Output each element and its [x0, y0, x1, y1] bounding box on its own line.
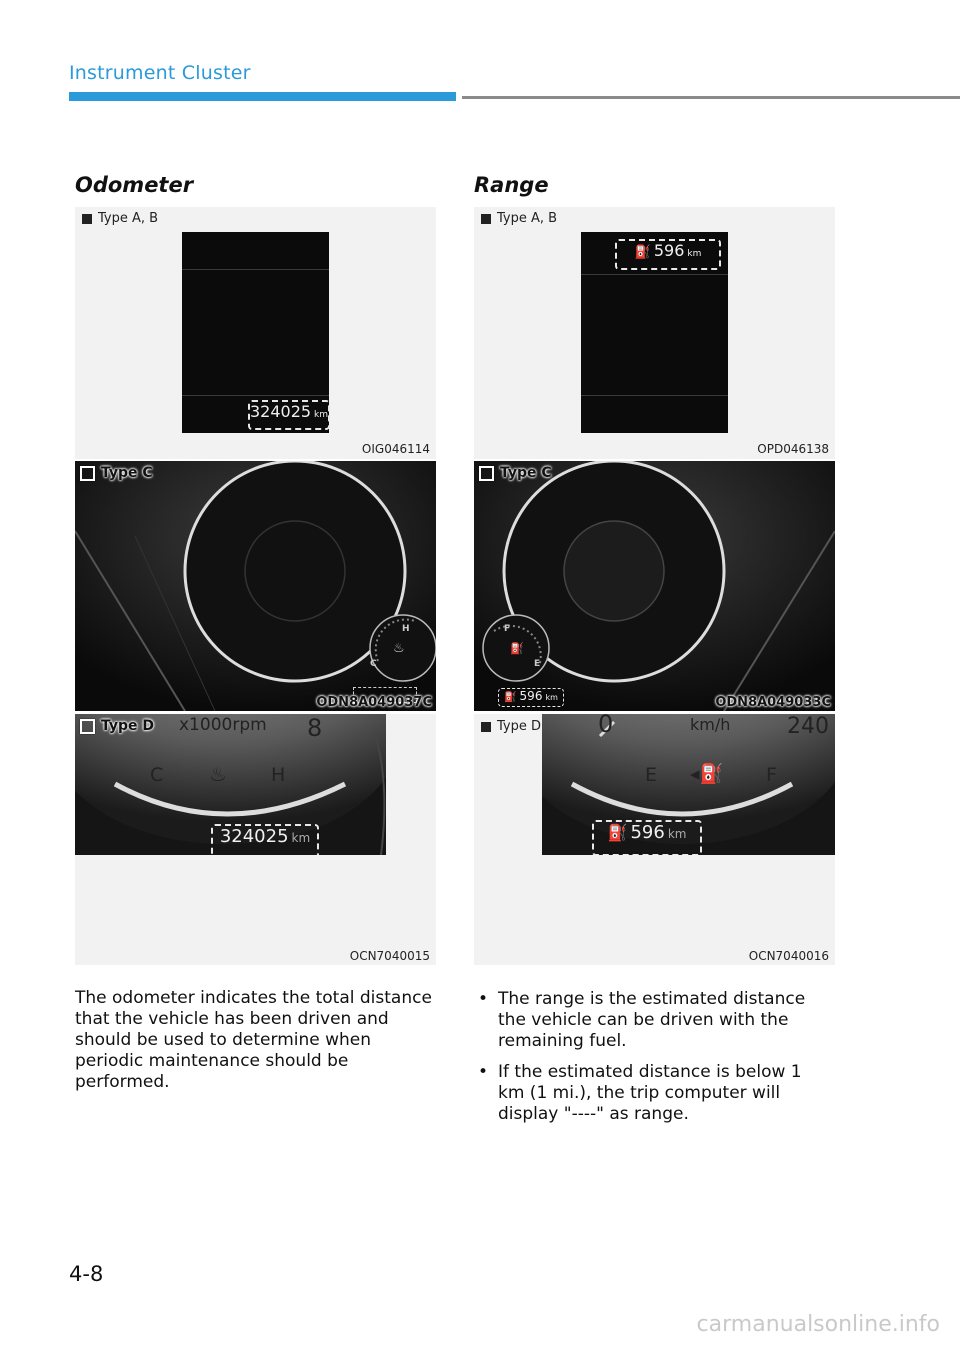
rpm-max-number: 8	[307, 714, 323, 742]
odometer-type-ab-label	[82, 211, 158, 226]
header-rule	[462, 96, 960, 99]
hollow-square-icon	[479, 466, 494, 481]
rpm-unit-label: x1000rpm	[179, 715, 267, 735]
odometer-heading: Odometer	[75, 173, 194, 197]
hollow-square-icon	[80, 719, 95, 734]
coolant-temp-icon: ♨	[209, 762, 227, 786]
lcd-divider-bottom	[182, 395, 329, 396]
fuel-empty-label: E	[645, 764, 658, 786]
range-reading-box	[498, 688, 564, 707]
odometer-type-d-label	[80, 718, 154, 734]
range-reading: 596	[519, 689, 543, 703]
fuel-pump-icon: ⛽	[504, 692, 517, 703]
range-lcd-screen	[581, 232, 728, 433]
odometer-reading: 324025	[249, 402, 312, 421]
odometer-reading: 324025	[219, 826, 289, 847]
fuel-pump-icon: ◂⛽	[690, 763, 724, 785]
odometer-description: The odometer indicates the total distance that the vehicle has been driven and should be used to determine when periodic maintenance should be performed.	[75, 988, 432, 1092]
square-bullet-icon	[82, 214, 92, 224]
square-bullet-icon	[481, 722, 491, 732]
odometer-reading-box	[211, 824, 319, 855]
figure-code: OCN7040015	[349, 949, 430, 963]
range-reading-box	[592, 820, 702, 855]
range-reading-box	[615, 239, 721, 270]
page-number: 4-8	[69, 1262, 104, 1286]
figure-code: ODN8A049037C	[316, 695, 432, 710]
fuel-pump-icon: ⛽	[634, 245, 651, 260]
speed-unit-label: km/h	[690, 715, 731, 734]
temp-cold-label: C	[370, 659, 377, 669]
coolant-temp-icon: ♨	[393, 641, 405, 656]
speed-min-number: 0	[598, 714, 614, 738]
range-bullet-item: • The range is the estimated distance the vehicle can be driven with the remaining fuel.	[474, 989, 819, 1052]
square-bullet-icon	[481, 214, 491, 224]
odometer-lcd-screen	[182, 232, 329, 433]
temp-cold-label: C	[150, 764, 164, 786]
type-c-text: Type C	[101, 465, 153, 481]
odometer-type-ab-figure	[75, 207, 436, 459]
range-type-d-figure	[474, 714, 835, 965]
type-c-text: Type C	[500, 465, 552, 481]
range-type-ab-label	[481, 211, 557, 226]
type-ab-text: Type A, B	[497, 211, 558, 226]
figure-code: ODN8A049033C	[715, 695, 831, 710]
range-unit: km	[687, 249, 702, 259]
header-accent-bar	[69, 92, 456, 101]
type-ab-text: Type A, B	[98, 211, 159, 226]
range-type-c-label	[479, 465, 552, 481]
type-c-cluster-graphic	[474, 461, 835, 711]
range-reading: 596	[630, 822, 665, 843]
odometer-type-c-figure	[75, 461, 436, 711]
range-reading: 596	[653, 241, 685, 260]
type-d-text: Type D	[101, 718, 155, 734]
type-c-cluster-graphic	[75, 461, 436, 711]
lcd-divider-bottom	[581, 395, 728, 396]
range-description	[474, 989, 819, 1135]
fuel-pump-icon: ⛽	[510, 642, 524, 655]
type-d-cluster	[75, 714, 386, 855]
odometer-reading-box	[248, 400, 330, 430]
type-d-text: Type D	[497, 719, 542, 734]
figure-code: OIG046114	[361, 442, 430, 456]
range-type-ab-figure	[474, 207, 835, 459]
range-bullet-list	[474, 989, 819, 1125]
range-type-c-figure	[474, 461, 835, 711]
odometer-type-c-label	[80, 465, 153, 481]
fuel-full-label: F	[504, 624, 511, 634]
hollow-square-icon	[80, 466, 95, 481]
range-type-d-label	[481, 719, 541, 734]
odometer-unit: km	[314, 410, 329, 420]
watermark: carmanualsonline.info	[696, 1312, 940, 1337]
section-header-title: Instrument Cluster	[69, 62, 251, 84]
lcd-divider-top	[581, 274, 728, 275]
lcd-divider-top	[182, 269, 329, 270]
range-heading: Range	[474, 173, 549, 197]
speed-max-number: 240	[787, 714, 829, 739]
odometer-unit: km	[291, 831, 311, 845]
fuel-empty-label: E	[534, 659, 541, 669]
range-unit: km	[545, 693, 558, 702]
fuel-full-label: F	[766, 764, 777, 786]
fuel-pump-icon: ⛽	[607, 823, 628, 842]
temp-hot-label: H	[271, 764, 286, 786]
figure-code: OPD046138	[757, 442, 829, 456]
range-unit: km	[667, 827, 687, 841]
temp-hot-label: H	[402, 624, 410, 634]
figure-code: OCN7040016	[748, 949, 829, 963]
odometer-type-d-figure	[75, 714, 436, 965]
range-bullet-item: • If the estimated distance is below 1 km (1 mi.), the trip computer will display "----" as range.	[474, 1062, 819, 1125]
type-d-cluster	[542, 714, 835, 855]
